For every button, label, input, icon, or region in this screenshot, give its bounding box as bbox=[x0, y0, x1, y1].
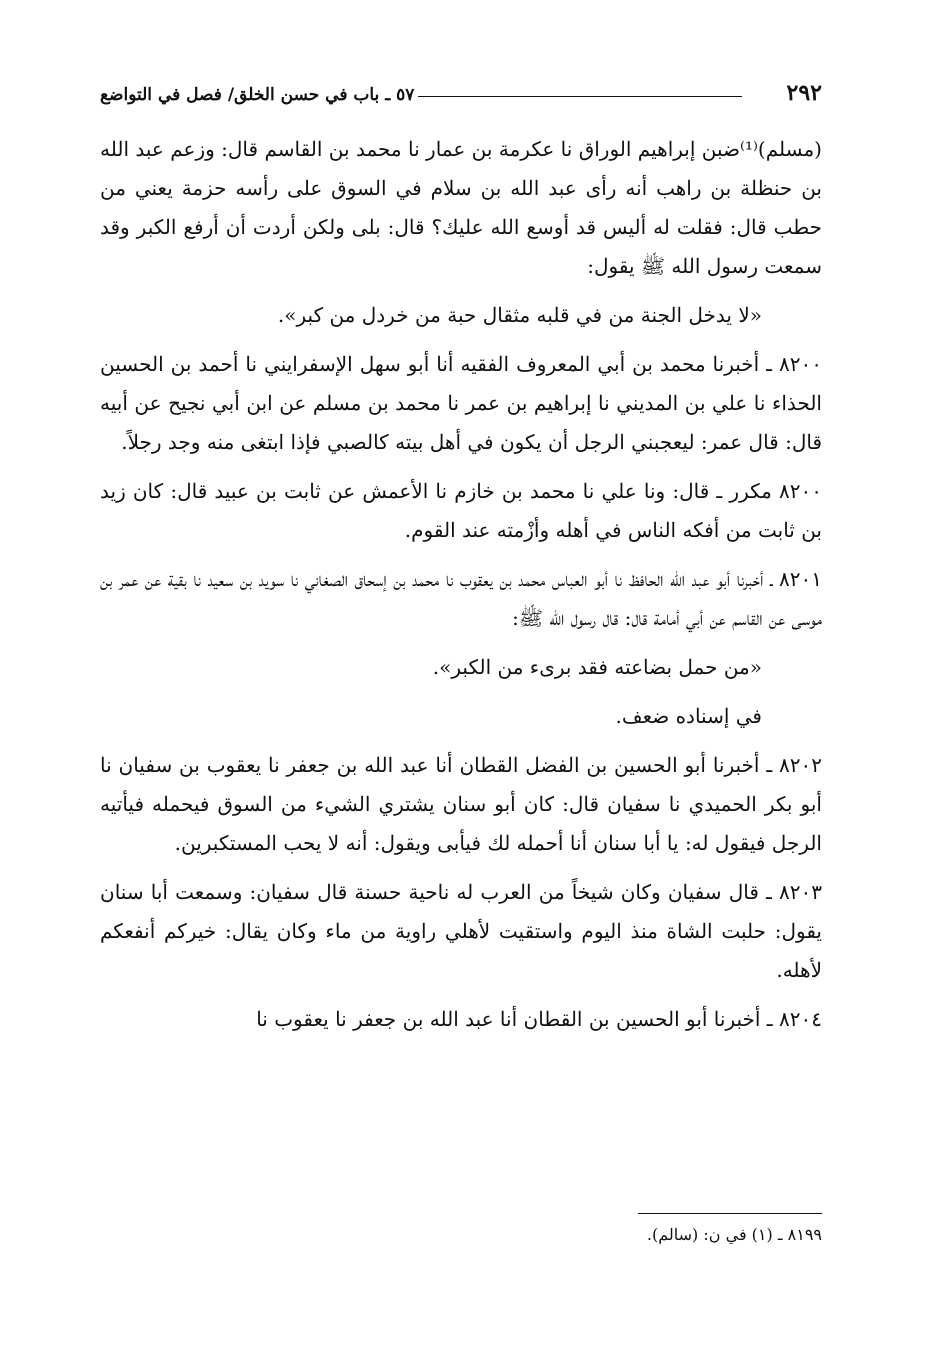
paragraph: (مسلم)⁽¹⁾ضبن إبراهيم الوراق نا عكرمة بن عمار نا محمد بن القاسم قال: وزعم عبد الله بن حنظلة بن راهب أنه رأى عبد الله بن سلام في السوق على رأسه حزمة يعني من حطب قال: فقلت له أليس قد أوسع الله عليك؟ قال: بلى ولكن أردت أن أرفع الكبر وقد سمعت رسول الله ﷺ يقول: bbox=[100, 137, 822, 278]
paragraph: ٨٢٠٢ ـ أخبرنا أبو الحسين بن الفضل القطان أنا عبد الله بن جعفر نا يعقوب بن سفيان نا أبو بكر الحميدي نا سفيان قال: كان أبو سنان يشتري الشيء من السوق فيحمله فيأتيه الرجل فيقول له: يا أبا سنان أنا أحمله لك فيأبى ويقول: أنه لا يحب المستكبرين. bbox=[100, 753, 822, 855]
hadith-quote: «من حمل بضاعته فقد برىء من الكبر». bbox=[432, 655, 762, 679]
isnad-note: في إسناده ضعف. bbox=[615, 704, 762, 728]
body-text bbox=[100, 130, 822, 1049]
page-number: ٢٩٢ bbox=[786, 80, 822, 106]
hadith-quote: «لا يدخل الجنة من في قلبه مثقال حبة من خردل من كبر». bbox=[277, 303, 762, 327]
paragraph: ٨٢٠٠ مكرر ـ قال: ونا علي نا محمد بن خازم نا الأعمش عن ثابت بن عبيد قال: كان زيد بن ثابت من أفكه الناس في أهله وأزْمته عند القوم. bbox=[100, 479, 822, 542]
page-header bbox=[100, 78, 822, 112]
footnote-rule bbox=[638, 1213, 822, 1214]
paragraph: ٨٢٠٣ ـ قال سفيان وكان شيخاً من العرب له ناحية حسنة قال سفيان: وسمعت أبا سنان يقول: حلبت الشاة منذ اليوم واستقيت لأهلي راوية من ماء وكان يقال: خيركم أنفعكم لأهله. bbox=[100, 880, 823, 982]
running-title: ٥٧ ـ باب في حسن الخلق/ فصل في التواضع bbox=[100, 85, 415, 105]
paragraph: ٨٢٠٠ ـ أخبرنا محمد بن أبي المعروف الفقيه أنا أبو سهل الإسفرايني نا أحمد بن الحسين الحذاء نا علي بن المديني نا إبراهيم بن عمر نا محمد بن مسلم عن ابن أبي نجيح عن أبيه قال: قال عمر: ليعجبني الرجل أن يكون في أهل بيته كالصبي فإذا ابتغى منه وجد رجلاً. bbox=[100, 352, 822, 454]
paragraph: ٨٢٠٤ ـ أخبرنا أبو الحسين بن القطان أنا عبد الله بن جعفر نا يعقوب نا bbox=[256, 1007, 822, 1031]
paragraph: ٨٢٠١ ـ أخبرنا أبو عبد الله الحافظ نا أبو العباس محمد بن يعقوب نا محمد بن إسحاق الصغاني نا سويد بن سعيد نا بقية عن عمر بن موسى عن القاسم عن أبي أمامة قال: قال رسول الله ﷺ: bbox=[100, 567, 822, 630]
footnote: ٨١٩٩ ـ (١) في ن: (سالم). bbox=[646, 1225, 822, 1244]
header-rule bbox=[418, 96, 742, 97]
